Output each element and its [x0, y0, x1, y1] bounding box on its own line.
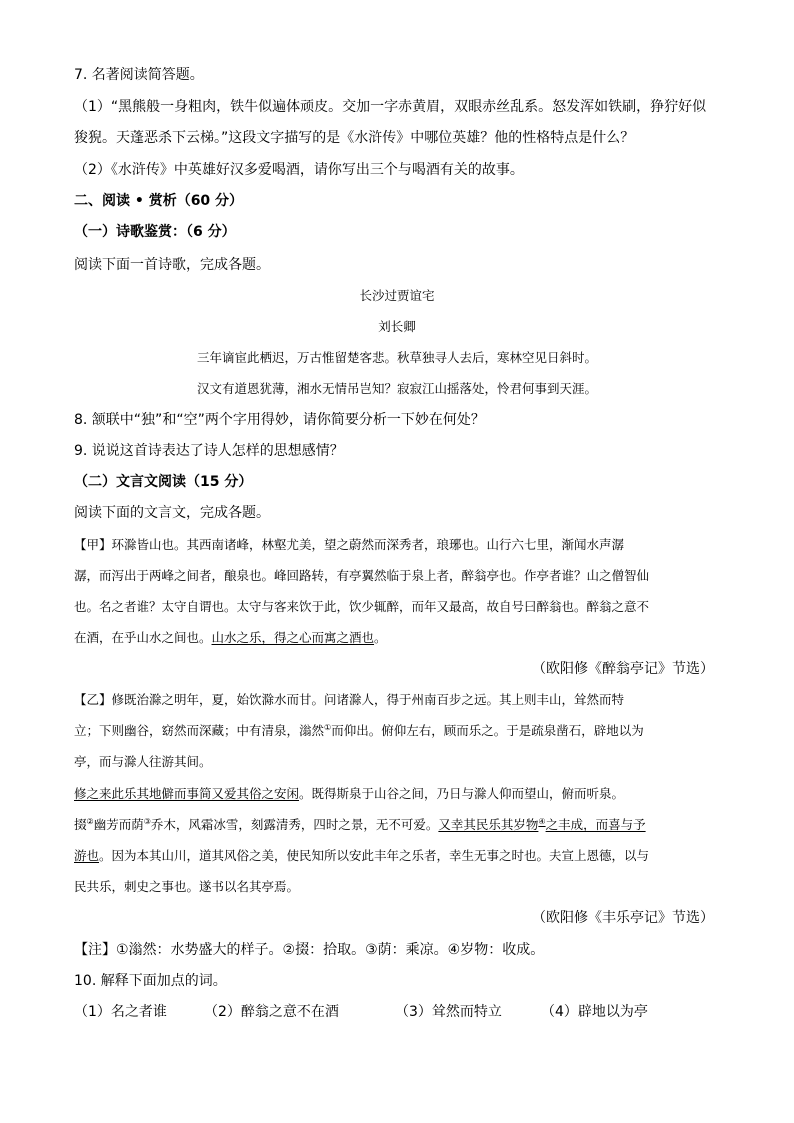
yi-underlined-sentence-1: 修之来此乐其地僻而事简又爱其俗之安闲 [74, 786, 300, 801]
yi-line-2 [74, 721, 644, 741]
yi-line-2-rest: 而仰出。俯仰左右，顾而乐之。于是疏泉凿石，辟地以为 [331, 723, 644, 738]
q7-title: 7. 名著阅读简答题。 [74, 67, 204, 83]
jia-line-4 [74, 628, 387, 648]
jia-line-3: 也。名之者谁？太守自谓也。太守与客来饮于此，饮少辄醉，而年又最高，故自号曰醉翁也。醉翁之意不 [74, 599, 650, 614]
yi-line-5 [74, 815, 646, 835]
poetry-instruction: 阅读下面一首诗歌，完成各题。 [74, 257, 270, 273]
question-10: 10. 解释下面加点的词。 [74, 973, 227, 989]
question-9: 9. 说说这首诗表达了诗人怎样的思想感情？ [74, 443, 344, 459]
note-marker-1: ① [324, 722, 332, 732]
yi-line-5-text: 掇 [74, 817, 87, 832]
yi-line-6-rest: 。因为本其山川，道其风俗之美，使民知所以安此丰年之乐者，幸生无事之时也。夫宣上恩德，以与 [99, 848, 650, 863]
yi-underlined-sentence-2c: 游也 [74, 848, 100, 863]
yi-underlined-sentence-2b: 之丰成，而喜与予 [545, 817, 646, 832]
yi-source: （欧阳修《丰乐亭记》节选） [532, 910, 714, 926]
poem-line-2: 汉文有道恩犹薄，湘水无情吊岂知？寂寂江山摇落处，怜君何事到天涯。 [196, 381, 597, 396]
question-8: 8. 颔联中“独”和“空”两个字用得妙，请你简要分析一下妙在何处？ [74, 412, 485, 428]
q10-item-1: （1）名之者谁 [74, 1004, 167, 1020]
note-marker-3: ③ [143, 816, 151, 826]
classical-instruction: 阅读下面的文言文，完成各题。 [74, 505, 270, 521]
q7-sub1-line2: 狻猊。天蓬恶杀下云梯。”这段文字描写的是《水浒传》中哪位英雄？他的性格特点是什么？ [74, 130, 635, 146]
poem-line-1: 三年谪宦此栖迟，万古惟留楚客悲。秋草独寻人去后，寒林空见日斜时。 [196, 350, 597, 365]
q7-sub2: （2）《水浒传》中英雄好汉多爱喝酒，请你写出三个与喝酒有关的故事。 [74, 162, 524, 178]
yi-line-5-text-c: 乔木，风霜冰雪，刻露清秀，四时之景，无不可爱。 [150, 817, 439, 832]
jia-line-2: 潺，而泻出于两峰之间者，酿泉也。峰回路转，有亭翼然临于泉上者，醉翁亭也。作亭者谁？山之僧智仙 [74, 568, 650, 583]
note-marker-2: ② [86, 816, 94, 826]
note-marker-4: ④ [538, 816, 546, 826]
jia-underlined-sentence: 山水之乐，得之心而寓之酒也 [211, 630, 375, 645]
poem-title: 长沙过贾谊宅 [359, 288, 435, 303]
classical-heading: （二）文言文阅读（15 分） [74, 474, 253, 490]
jia-line-4-end: 。 [374, 630, 387, 645]
q7-sub1-line1: （1）“黑熊般一身粗肉，铁牛似遍体顽皮。交加一字赤黄眉，双眼赤丝乱系。怒发浑如铁刷，狰狞好似 [74, 99, 707, 115]
poetry-heading: （一）诗歌鉴赏：（6 分） [74, 224, 236, 240]
yi-line-3: 亭，而与滁人往游其间。 [74, 754, 212, 769]
jia-source: （欧阳修《醉翁亭记》节选） [532, 661, 714, 677]
poem-author: 刘长卿 [378, 319, 416, 334]
annotation-note: 【注】①滃然：水势盛大的样子。②掇：拾取。③荫：乘凉。④岁物：收成。 [74, 942, 545, 958]
yi-line-1: 【乙】修既治滁之明年，夏，始饮滁水而甘。问诸滁人，得于州南百步之远。其上则丰山，耸然而特 [74, 692, 625, 707]
section-title: 二、阅读 • 赏析（60 分） [74, 193, 244, 209]
q10-item-3: （3）耸然而特立 [395, 1004, 502, 1020]
yi-line-2-text: 立；下则幽谷，窈然而深藏；中有清泉，滃然 [74, 723, 325, 738]
yi-line-4 [74, 784, 624, 804]
yi-line-6 [74, 846, 649, 866]
yi-underlined-sentence-2a: 又幸其民乐其岁物 [438, 817, 539, 832]
yi-line-5-text-b: 幽芳而荫 [93, 817, 144, 832]
jia-line-1: 【甲】环滁皆山也。其西南诸峰，林壑尤美，望之蔚然而深秀者，琅琊也。山行六七里，渐闻水声潺 [74, 537, 625, 552]
jia-line-4-text: 在酒，在乎山水之间也。 [74, 630, 212, 645]
q10-item-4: （4）辟地以为亭 [541, 1004, 648, 1020]
yi-line-4-rest: 。既得斯泉于山谷之间，乃日与滁人仰而望山，俯而听泉。 [299, 786, 625, 801]
yi-line-7: 民共乐，刺史之事也。遂书以名其亭焉。 [74, 879, 300, 894]
q10-item-2: （2）醉翁之意不在酒 [204, 1004, 339, 1020]
